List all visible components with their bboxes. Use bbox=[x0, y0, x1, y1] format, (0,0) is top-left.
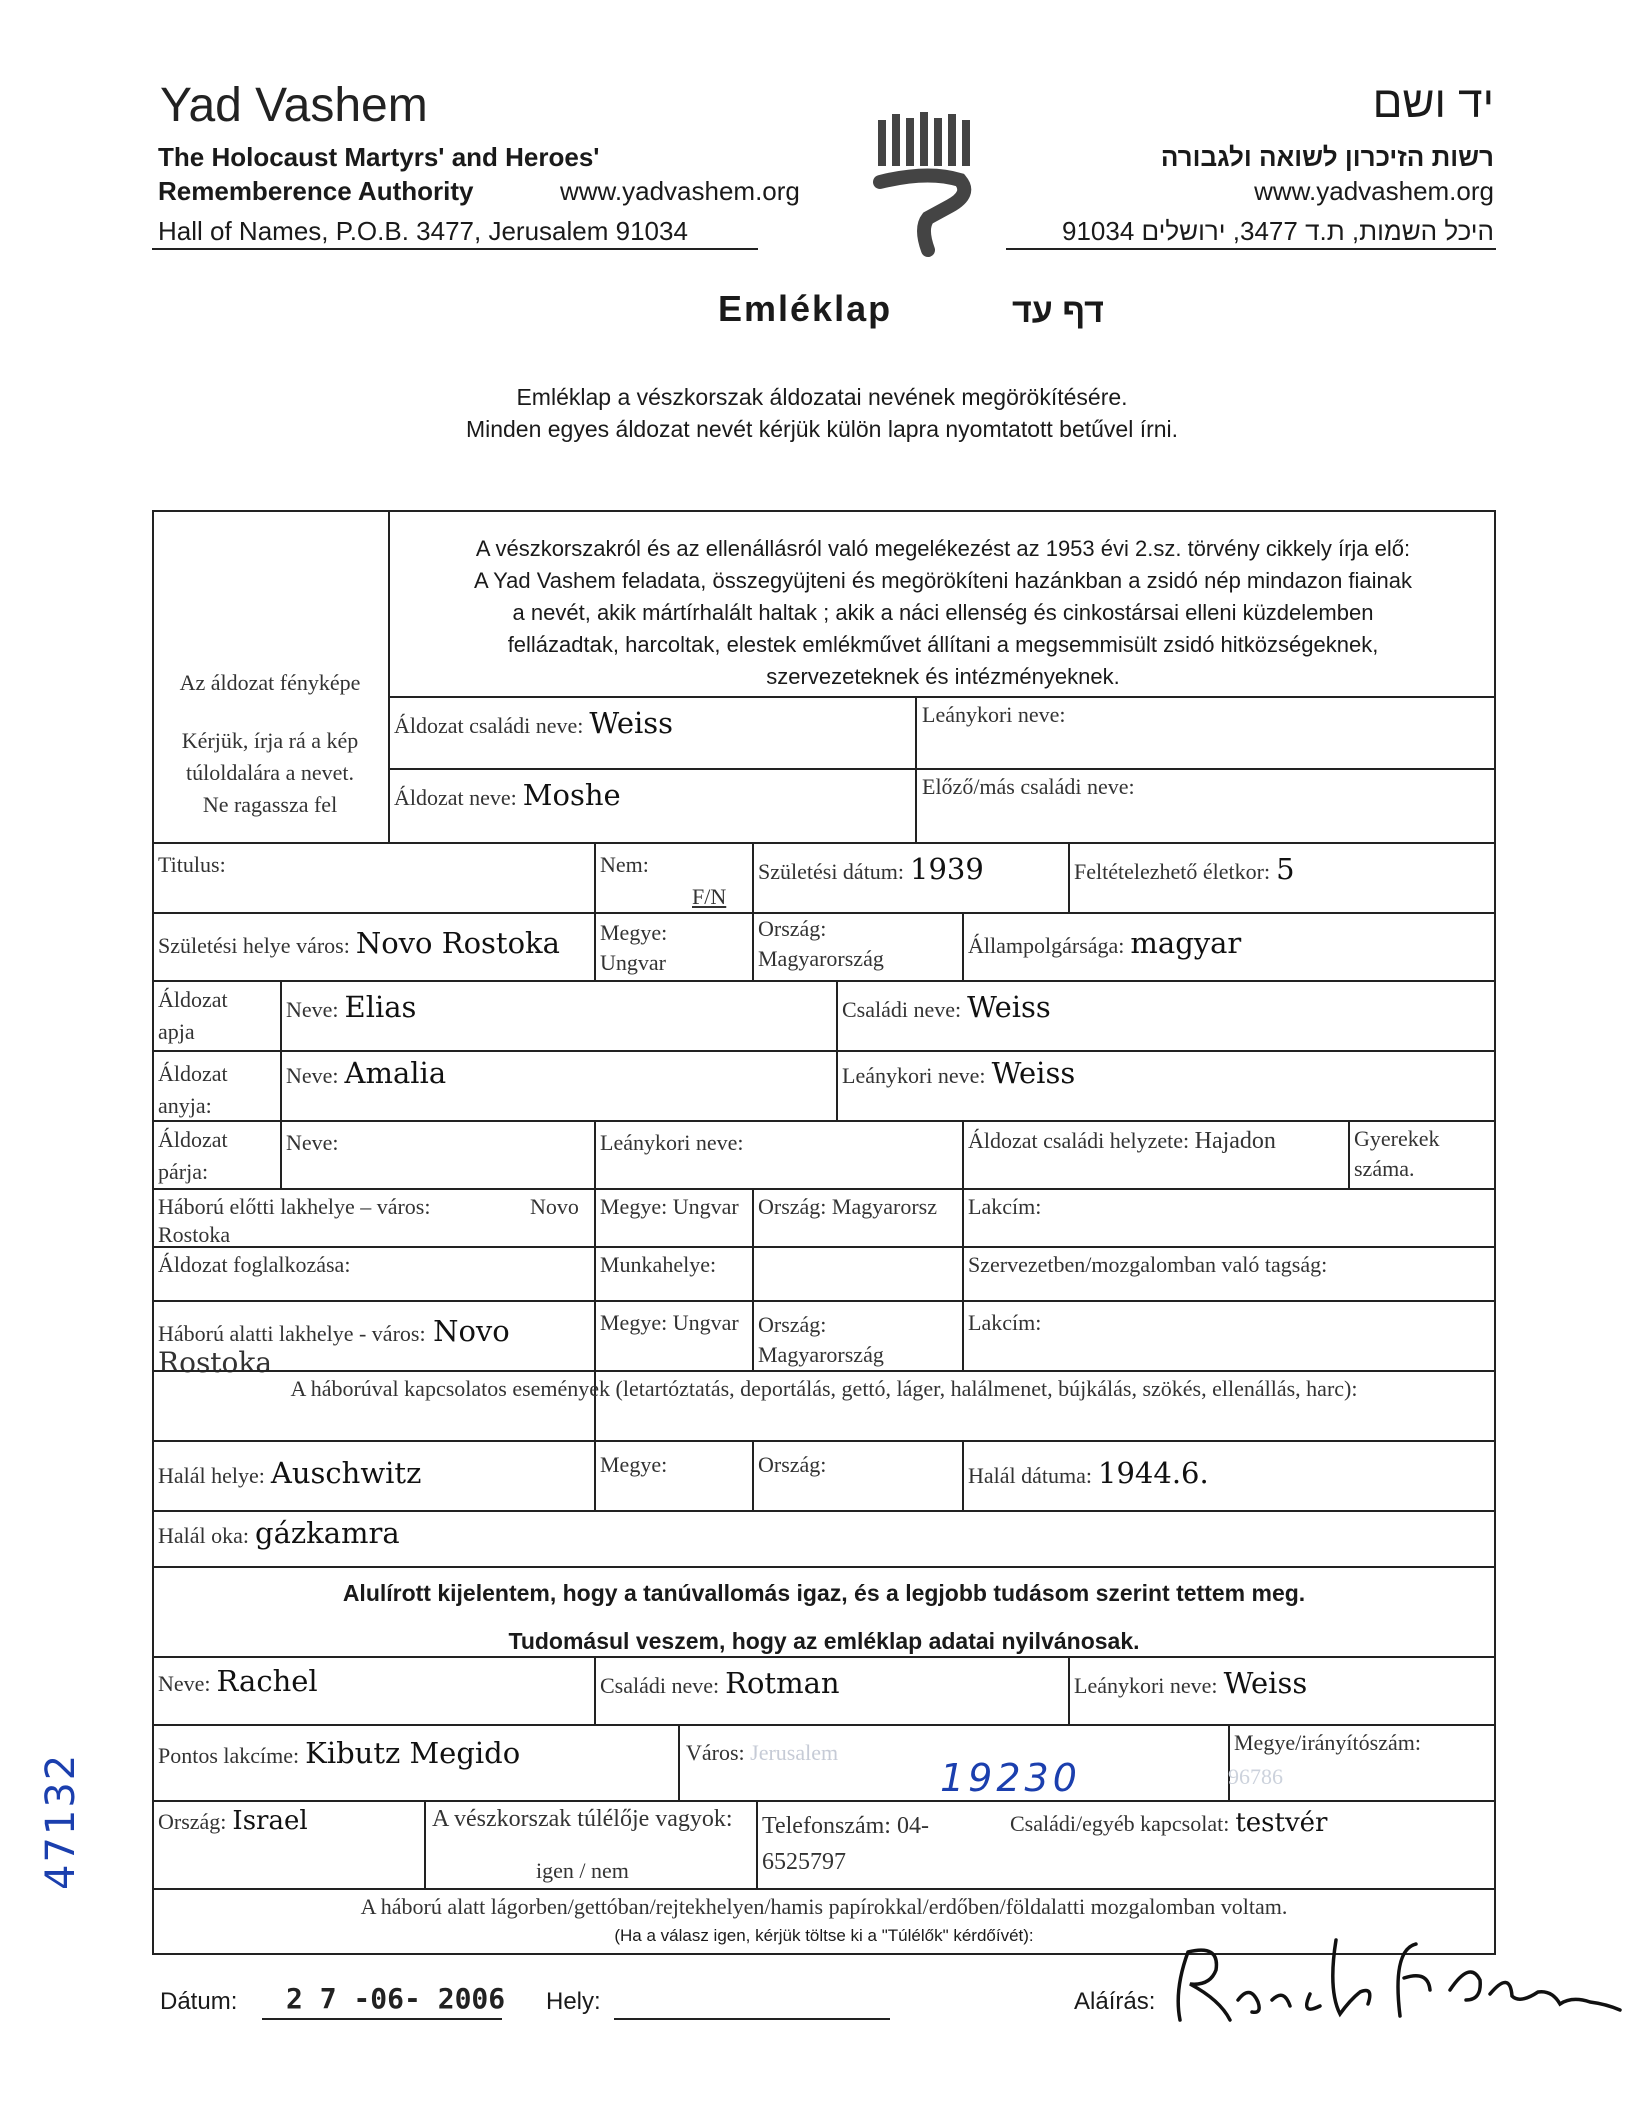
prewar-city-1: Novo bbox=[530, 1194, 579, 1219]
prewar-country: Ország: Magyarorsz bbox=[758, 1194, 937, 1219]
yad-vashem-logo bbox=[868, 110, 978, 260]
citizenship: Állampolgársága: magyar bbox=[968, 926, 1242, 960]
rule-842 bbox=[152, 842, 1496, 844]
footer-date: 2 7 -06- 2006 bbox=[286, 1982, 506, 2015]
heb-address: היכל השמות, ת.ד 3477, ירושלים 91034 bbox=[1061, 216, 1494, 246]
vline-594-b bbox=[594, 1120, 596, 1188]
declaration-line2: Tudomásul veszem, hogy az emléklap adatai nyilvánosak. bbox=[508, 1628, 1140, 1654]
rule-1300 bbox=[152, 1300, 1496, 1302]
prewar-residence: Háború előtti lakhelye – város: bbox=[158, 1194, 431, 1219]
birth-date-value: 1939 bbox=[910, 852, 984, 886]
vline-594-d bbox=[594, 1440, 596, 1510]
org-name: Yad Vashem bbox=[160, 79, 428, 132]
wartime-city-1: Novo bbox=[433, 1314, 510, 1348]
submitter-zip-faint: 96786 bbox=[1228, 1764, 1283, 1789]
submitter-address-value: Kibutz Megido bbox=[305, 1736, 521, 1770]
rule-1050 bbox=[152, 1050, 1496, 1052]
submitter-family-value: Rotman bbox=[725, 1666, 840, 1700]
vline-962-b bbox=[962, 1120, 964, 1188]
membership: Szervezetben/mozgalomban való tagság: bbox=[968, 1252, 1328, 1277]
prewar-country-value: Magyarorsz bbox=[831, 1194, 937, 1219]
signature bbox=[1160, 1930, 1630, 2030]
mother-maiden-value: Weiss bbox=[991, 1056, 1076, 1090]
birth-county-label: Megye: bbox=[600, 920, 668, 945]
vline-756 bbox=[756, 1800, 758, 1888]
war-events: A háborúval kapcsolatos események (letartóztatás, deportálás, gettó, láger, halálmenet, bújkálás, szökés, ellenállás, harc): bbox=[290, 1376, 1358, 1401]
prewar-county: Megye: Ungvar bbox=[600, 1194, 739, 1219]
submitter-city-value: Jerusalem bbox=[750, 1740, 839, 1765]
rule-1120 bbox=[152, 1120, 1496, 1122]
death-cause: Halál oka: gázkamra bbox=[158, 1516, 400, 1550]
rule-1370 bbox=[152, 1370, 1496, 1372]
vline-424 bbox=[424, 1800, 426, 1888]
prewar-county-value: Ungvar bbox=[672, 1194, 739, 1219]
rule-1246 bbox=[152, 1246, 1496, 1248]
rule-1888 bbox=[152, 1888, 1496, 1890]
form-title: Emléklap bbox=[718, 288, 893, 329]
victim-first-name: Áldozat neve: Moshe bbox=[394, 778, 621, 812]
wartime-residence: Háború alatti lakhelye - város: Novo bbox=[158, 1314, 510, 1348]
spouse-label-2: párja: bbox=[158, 1159, 209, 1184]
margin-note: 47132 bbox=[38, 1752, 84, 1890]
children-count bbox=[1354, 1124, 1440, 1184]
wartime-county-value: Ungvar bbox=[672, 1310, 739, 1335]
victim-maiden-name: Leánykori neve: bbox=[922, 702, 1066, 727]
marital-status-value: Hajadon bbox=[1194, 1128, 1276, 1154]
law-l4: fellázadtak, harcoltak, elestek emlékművet állítani a megsemmisült zsidó hitközségeknek, bbox=[507, 632, 1379, 657]
citizenship-value: magyar bbox=[1130, 926, 1242, 960]
submitter-country: Ország: Israel bbox=[158, 1806, 308, 1836]
workplace: Munkahelye: bbox=[600, 1252, 717, 1277]
victim-family-name-value: Weiss bbox=[589, 706, 674, 740]
wartime-country-value: Magyarország bbox=[758, 1342, 884, 1367]
survivor-label: A vészkorszak túlélője vagyok: bbox=[432, 1806, 733, 1832]
submitter-family: Családi neve: Rotman bbox=[600, 1666, 840, 1700]
submitter-phone-1: 04- bbox=[896, 1813, 929, 1839]
form-title-hebrew: דף עד bbox=[1012, 292, 1104, 330]
rule-1188 bbox=[152, 1188, 1496, 1190]
death-cause-value: gázkamra bbox=[255, 1516, 400, 1550]
estimated-age-value: 5 bbox=[1276, 852, 1295, 886]
birth-country-label: Ország: bbox=[758, 916, 827, 941]
prewar-city-2: Rostoka bbox=[158, 1222, 231, 1247]
rule-1566 bbox=[152, 1566, 1496, 1568]
law-l2: A Yad Vashem feladata, összegyüjteni és megörökíteni hazánkban a zsidó nép mindazon fiainak bbox=[473, 568, 1413, 593]
photo-instr2: túloldalára a nevet. bbox=[186, 760, 354, 785]
death-country: Ország: bbox=[758, 1452, 827, 1477]
death-county: Megye: bbox=[600, 1452, 668, 1477]
law-l1: A vészkorszakról és az ellenállásról való megelékezést az 1953 évi 2.sz. törvény cikkely írja elő: bbox=[475, 536, 1411, 561]
survivor-note-line1: A háború alatt lágorben/gettóban/rejtekhelyen/hamis papírokkal/erdőben/földalatti mozgalomban voltam. bbox=[360, 1894, 1288, 1919]
rule-1510 bbox=[152, 1510, 1496, 1512]
footer-place-label: Hely: bbox=[546, 1988, 601, 2015]
father-name-value: Elias bbox=[344, 990, 417, 1024]
header-rule-left bbox=[152, 248, 758, 250]
wartime-county: Megye: Ungvar bbox=[600, 1310, 739, 1335]
vline-1068-b bbox=[1068, 1656, 1070, 1724]
birth-country-value: Magyarország bbox=[758, 946, 884, 971]
father-family-value: Weiss bbox=[967, 990, 1051, 1024]
heb-name: יד ושם bbox=[1372, 78, 1494, 127]
father-family-name: Családi neve: Weiss bbox=[842, 990, 1051, 1024]
rule-1656 bbox=[152, 1656, 1496, 1658]
submitter-phone-2: 6525797 bbox=[762, 1849, 846, 1875]
birth-country bbox=[758, 914, 884, 974]
victim-other-family: Előző/más családi neve: bbox=[922, 774, 1135, 799]
children-label-2: száma. bbox=[1354, 1156, 1415, 1181]
vline-594-a bbox=[594, 842, 596, 980]
address: Hall of Names, P.O.B. 3477, Jerusalem 91034 bbox=[158, 216, 688, 246]
occupation: Áldozat foglalkozása: bbox=[158, 1252, 351, 1277]
victim-first-name-value: Moshe bbox=[522, 778, 621, 812]
rule-980 bbox=[152, 980, 1496, 982]
estimated-age: Feltételezhető életkor: 5 bbox=[1074, 852, 1295, 886]
org-line2: Rememberence Authority bbox=[158, 176, 474, 206]
spouse-maiden-name: Leánykori neve: bbox=[600, 1130, 744, 1155]
law-l3: a nevét, akik mártírhalált haltak ; akik a náci ellenség és cinkostársai elleni küzdelemben bbox=[512, 600, 1374, 625]
footer-date-label: Dátum: bbox=[160, 1988, 238, 2015]
vline-962-c bbox=[962, 1188, 964, 1370]
death-date: Halál dátuma: 1944.6. bbox=[968, 1456, 1209, 1490]
spouse-name: Neve: bbox=[286, 1130, 339, 1155]
vline-752-c bbox=[752, 1440, 754, 1510]
submitter-address: Pontos lakcíme: Kibutz Megido bbox=[158, 1736, 521, 1770]
father-label-2: apja bbox=[158, 1019, 195, 1044]
mother-name-value: Amalia bbox=[344, 1056, 447, 1090]
wartime-address: Lakcím: bbox=[968, 1310, 1042, 1335]
submitter-phone: Telefonszám: 04- 6525797 bbox=[762, 1808, 929, 1880]
header-rule-right bbox=[1006, 248, 1496, 250]
rule-1800 bbox=[152, 1800, 1496, 1802]
vline-752-b bbox=[752, 1188, 754, 1370]
date-line bbox=[262, 2018, 502, 2020]
birth-date: Születési dátum: 1939 bbox=[758, 852, 984, 886]
marital-status: Áldozat családi helyzete: Hajadon bbox=[968, 1128, 1276, 1154]
vline-962-d bbox=[962, 1440, 964, 1510]
submitter-maiden: Leánykori neve: Weiss bbox=[1074, 1666, 1308, 1700]
birth-county bbox=[600, 918, 667, 978]
photo-instr1: Kérjük, írja rá a kép bbox=[181, 728, 359, 753]
mother-label-1: Áldozat bbox=[158, 1061, 228, 1086]
heb-line1: רשות הזיכרון לשואה ולגבורה bbox=[1160, 142, 1494, 172]
submitter-name: Neve: Rachel bbox=[158, 1664, 318, 1698]
submitter-relation: Családi/egyéb kapcsolat: testvér bbox=[1010, 1808, 1328, 1838]
photo-instr3: Ne ragassza fel bbox=[202, 792, 338, 817]
wartime-city-2: Rostoka bbox=[158, 1346, 273, 1379]
spouse-label bbox=[158, 1124, 228, 1188]
rule-768 bbox=[388, 768, 1496, 770]
birth-place-value: Novo Rostoka bbox=[355, 926, 560, 960]
death-date-value: 1944.6. bbox=[1098, 1456, 1209, 1490]
mother-label-2: anyja: bbox=[158, 1093, 212, 1118]
law-l5: szervezeteknek és intézményeknek. bbox=[766, 664, 1120, 689]
vline-752-a bbox=[752, 842, 754, 980]
victim-family-name: Áldozat családi neve: Weiss bbox=[394, 706, 674, 740]
mother-label bbox=[158, 1058, 228, 1122]
intro-line1: Emléklap a vészkorszak áldozatai nevének megörökítésére. bbox=[516, 384, 1128, 410]
website: www.yadvashem.org bbox=[560, 176, 800, 206]
father-label-1: Áldozat bbox=[158, 987, 228, 1012]
death-place: Halál helye: Auschwitz bbox=[158, 1456, 422, 1490]
survivor-options: igen / nem bbox=[536, 1858, 629, 1883]
mother-name: Neve: Amalia bbox=[286, 1056, 447, 1090]
intro-line2: Minden egyes áldozat nevét kérjük külön lapra nyomtatott betűvel írni. bbox=[465, 416, 1179, 442]
org-line1: The Holocaust Martyrs' and Heroes' bbox=[158, 142, 600, 172]
vline-1348 bbox=[1348, 1120, 1350, 1188]
footer-signature-label: Aláírás: bbox=[1074, 1988, 1156, 2015]
wartime-country bbox=[758, 1310, 884, 1370]
prewar-address: Lakcím: bbox=[968, 1194, 1042, 1219]
vline-678 bbox=[678, 1724, 680, 1800]
wartime-country-label: Ország: bbox=[758, 1312, 827, 1337]
submitter-city: Város: Jerusalem bbox=[686, 1740, 839, 1765]
rule-1724 bbox=[152, 1724, 1496, 1726]
father-label bbox=[158, 984, 228, 1048]
spouse-label-1: Áldozat bbox=[158, 1127, 228, 1152]
survivor-note-line2: (Ha a válasz igen, kérjük töltse ki a "Túlélők" kérdőívét): bbox=[614, 1926, 1034, 1945]
vline-594-e bbox=[594, 1656, 596, 1724]
birth-place: Születési helye város: Novo Rostoka bbox=[158, 926, 560, 960]
place-line bbox=[614, 2018, 890, 2020]
vline-1068 bbox=[1068, 842, 1070, 912]
submitter-country-value: Israel bbox=[232, 1806, 308, 1836]
submitter-zip-label: Megye/irányítószám: bbox=[1234, 1730, 1421, 1755]
title-field: Titulus: bbox=[158, 852, 226, 877]
declaration-line1: Alulírott kijelentem, hogy a tanúvallomás igaz, és a legjobb tudásom szerint tettem meg. bbox=[342, 1580, 1306, 1606]
submitter-relation-value: testvér bbox=[1235, 1808, 1328, 1838]
father-name: Neve: Elias bbox=[286, 990, 417, 1024]
submitter-maiden-value: Weiss bbox=[1223, 1666, 1308, 1700]
mother-maiden-name: Leánykori neve: Weiss bbox=[842, 1056, 1076, 1090]
vline-962-a bbox=[962, 912, 964, 980]
vline-594-c bbox=[594, 1188, 596, 1440]
rule-1440 bbox=[152, 1440, 1496, 1442]
gender-label: Nem: bbox=[600, 852, 649, 877]
gender-options: F/N bbox=[692, 884, 727, 909]
birth-county-value: Ungvar bbox=[600, 950, 666, 975]
submitter-zip-handwritten: 19230 bbox=[940, 1756, 1081, 1800]
vline-280-parents bbox=[280, 980, 282, 1188]
submitter-name-value: Rachel bbox=[216, 1664, 318, 1698]
heb-website: www.yadvashem.org bbox=[1254, 176, 1494, 206]
photo-label: Az áldozat fényképe bbox=[179, 670, 361, 695]
rule-696 bbox=[388, 696, 1496, 698]
death-place-value: Auschwitz bbox=[270, 1456, 422, 1490]
children-label-1: Gyerekek bbox=[1354, 1126, 1440, 1151]
